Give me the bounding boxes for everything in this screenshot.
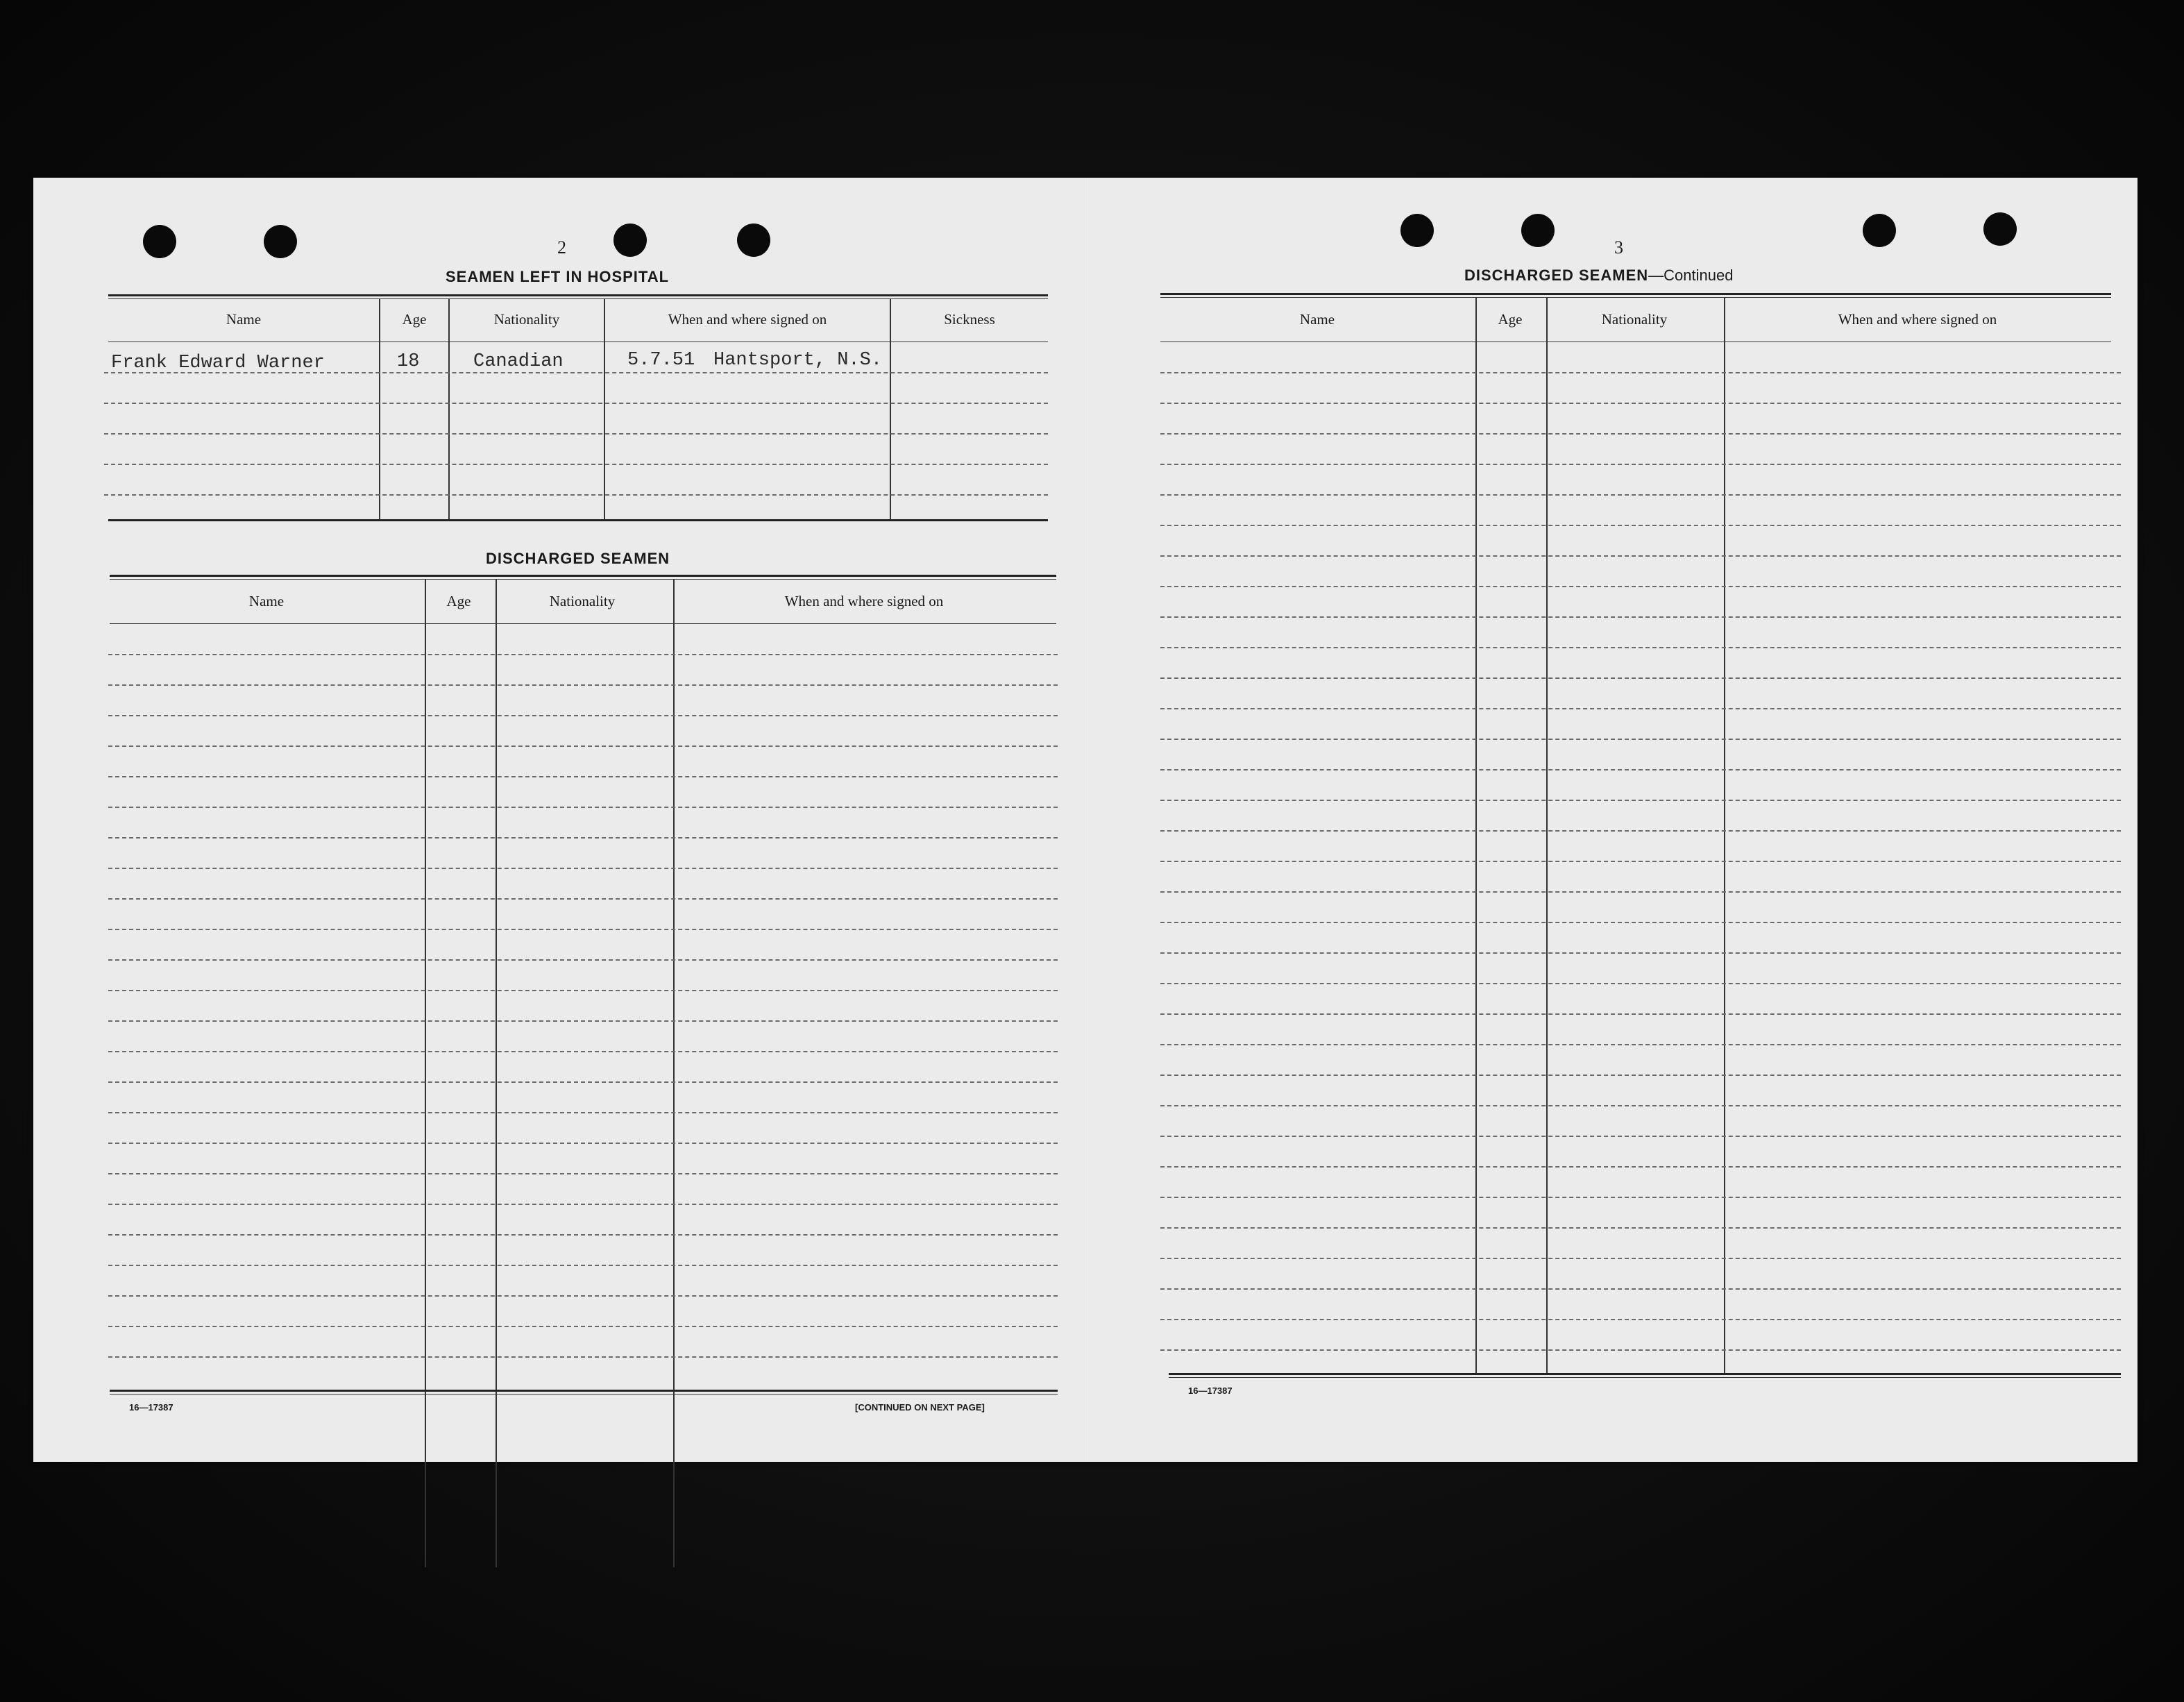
table-row [108, 715, 1058, 716]
left-page-number: 2 [557, 237, 566, 258]
continued-note: [CONTINUED ON NEXT PAGE] [855, 1402, 985, 1413]
table-row [108, 1173, 1058, 1174]
hospital-entry-name: Frank Edward Warner [111, 353, 325, 373]
hospital-entry-where-signed: Hantsport, N.S. [713, 350, 883, 371]
table-row [108, 1081, 1058, 1083]
table-row [1160, 708, 2121, 709]
hospital-section-title: SEAMEN LEFT IN HOSPITAL [446, 268, 670, 285]
table-row [108, 776, 1058, 777]
table-row [108, 959, 1058, 961]
punch-hole [1521, 214, 1555, 247]
right-header-when-where: When and where signed on [1838, 311, 1997, 328]
discharged-header-when-where: When and where signed on [784, 593, 944, 609]
table-row [108, 990, 1058, 991]
table-row [108, 1265, 1058, 1266]
table-row [108, 1020, 1058, 1022]
table-row [104, 494, 1048, 496]
table-row [1160, 830, 2121, 832]
right-section-title [1464, 267, 1733, 285]
table-row [1160, 494, 2121, 496]
table-row [1160, 983, 2121, 984]
table-row [104, 433, 1048, 435]
table-row [108, 898, 1058, 900]
hospital-entry-age: 18 [397, 351, 420, 372]
punch-hole [737, 224, 770, 257]
right-title-continued: —Continued [1648, 267, 1734, 284]
table-row [108, 654, 1058, 655]
table-row [108, 1326, 1058, 1327]
table-row [108, 684, 1058, 686]
right-header-name: Name [1299, 311, 1335, 328]
table-row [1160, 800, 2121, 801]
punch-hole [613, 224, 647, 257]
table-row [1160, 861, 2121, 862]
punch-hole [1983, 212, 2017, 246]
right-title-main: DISCHARGED SEAMEN [1464, 267, 1649, 284]
right-page-number: 3 [1614, 237, 1623, 258]
table-row [1160, 403, 2121, 404]
punch-hole [1400, 214, 1434, 247]
punch-hole [264, 225, 297, 258]
table-row [104, 403, 1048, 404]
table-row [108, 837, 1058, 839]
table-row [1160, 647, 2121, 648]
table-row [1160, 922, 2121, 923]
table-row [1160, 1044, 2121, 1045]
hospital-entry-when-signed: 5.7.51 [627, 350, 695, 371]
hospital-entry-nationality: Canadian [473, 351, 564, 372]
hospital-header-sickness: Sickness [944, 311, 995, 328]
hospital-header-nationality: Nationality [493, 311, 560, 328]
table-row [1160, 1227, 2121, 1229]
table-row [1160, 677, 2121, 679]
form-number-right: 16—17387 [1188, 1385, 1233, 1396]
ledger-spread [33, 178, 2138, 1462]
punch-hole [1863, 214, 1896, 247]
hospital-table-top-rule [108, 294, 1048, 296]
table-row [1160, 1197, 2121, 1198]
center-fold [1085, 178, 1086, 1462]
table-row [1160, 952, 2121, 954]
table-row [1160, 616, 2121, 618]
table-row [1160, 1288, 2121, 1290]
table-row [1160, 1349, 2121, 1351]
table-row [1160, 769, 2121, 770]
discharged-section-title: DISCHARGED SEAMEN [486, 550, 670, 567]
table-row [108, 1356, 1058, 1358]
table-row [104, 464, 1048, 465]
table-row [108, 1143, 1058, 1144]
table-row [108, 745, 1058, 747]
punch-hole [143, 225, 176, 258]
table-row [1160, 372, 2121, 373]
table-row [1160, 464, 2121, 465]
discharged-header-nationality: Nationality [549, 593, 616, 609]
form-number-left: 16—17387 [129, 1402, 173, 1413]
hospital-header-age: Age [402, 311, 427, 328]
table-row [1160, 525, 2121, 526]
table-row [108, 1112, 1058, 1113]
table-row [1160, 1075, 2121, 1076]
table-row [1160, 433, 2121, 435]
table-row [1160, 1319, 2121, 1320]
table-row [1160, 1258, 2121, 1259]
hospital-header-name: Name [226, 311, 262, 328]
table-row [108, 929, 1058, 930]
table-row [1160, 1166, 2121, 1168]
discharged-header-name: Name [248, 593, 285, 609]
table-row [1160, 891, 2121, 893]
table-row [1160, 1105, 2121, 1106]
table-row [1160, 1136, 2121, 1137]
table-row [1160, 739, 2121, 740]
right-header-nationality: Nationality [1601, 311, 1668, 328]
table-row [1160, 1013, 2121, 1015]
discharged-header-age: Age [446, 593, 471, 609]
table-row [108, 1204, 1058, 1205]
table-row [108, 1051, 1058, 1052]
table-row [1160, 586, 2121, 587]
table-row [108, 1295, 1058, 1297]
table-row [1160, 555, 2121, 557]
right-header-age: Age [1498, 311, 1523, 328]
table-row [108, 1234, 1058, 1236]
hospital-header-when-where: When and where signed on [668, 311, 827, 328]
table-row [108, 868, 1058, 869]
table-row [108, 807, 1058, 808]
